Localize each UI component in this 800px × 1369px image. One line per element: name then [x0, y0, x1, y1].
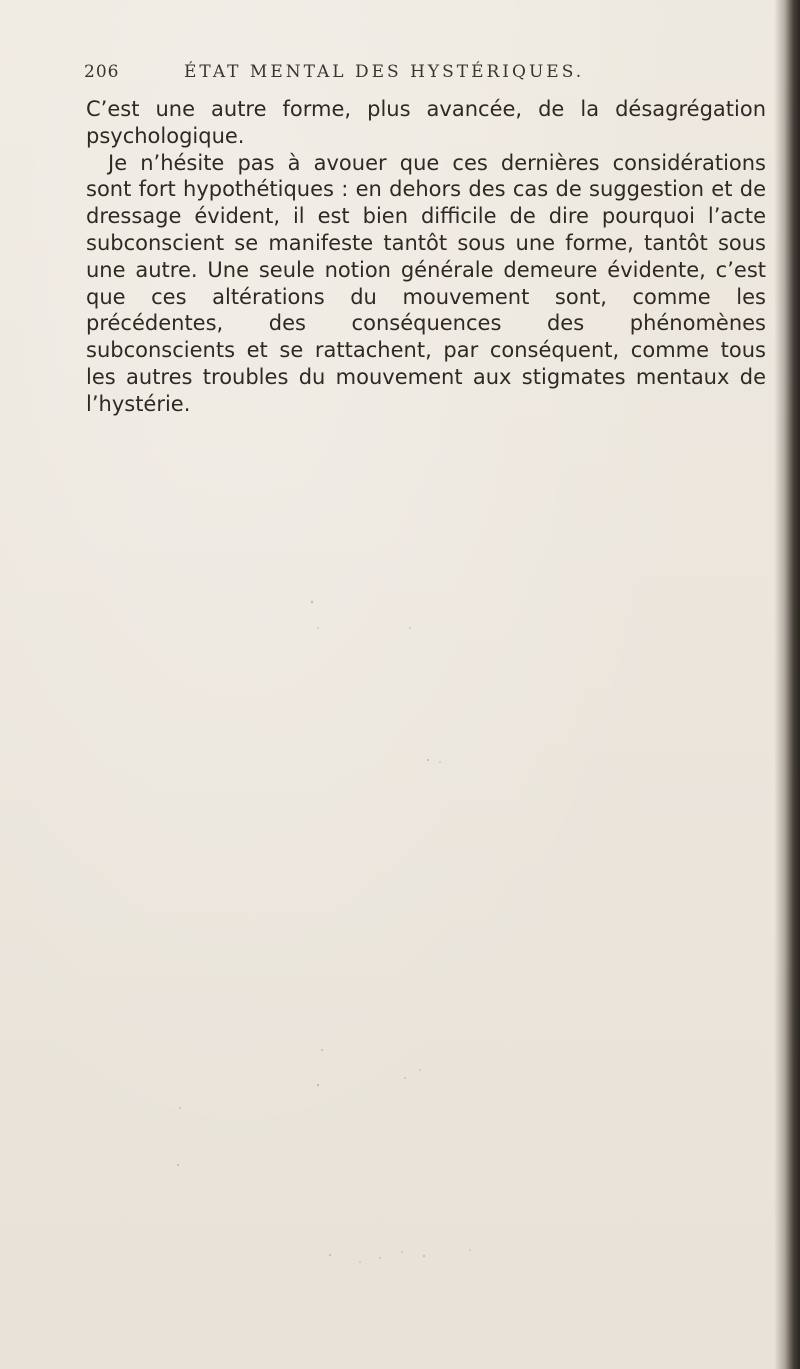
running-title: ÉTAT MENTAL DES HYSTÉRIQUES.: [184, 62, 585, 82]
body-text: [86, 96, 766, 418]
running-head: [84, 62, 764, 88]
paragraph-1: C’est une autre forme, plus avancée, de la désagrégation psychologique.: [86, 97, 766, 148]
page-number: 206: [84, 62, 120, 82]
paragraph-2: Je n’hésite pas à avouer que ces dernières considérations sont fort hypothétiques : en dehors des cas de suggestion et de dressage évident, il est bien difficile de dire pourquoi l’acte subconscient se manifeste tantôt sous une forme, tantôt sous une autre. Une seule notion générale demeure évidente, c’est que ces altérations du mouvement sont, comme les précédentes, des conséquences des phénomènes subconscients et se rattachent, par conséquent, comme tous les autres troubles du mouvement aux stigmates mentaux de l’hystérie.: [86, 150, 766, 416]
page-edge-shadow: [774, 0, 800, 1369]
